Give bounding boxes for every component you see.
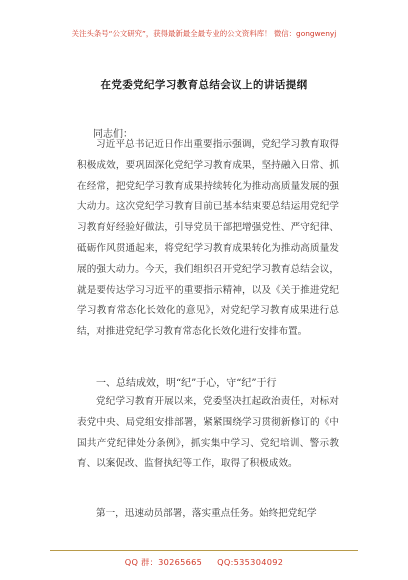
header-banner: 关注头条号“公文研究”，获得最新最全最专业的公文资料库！ 微信：gongwenyj (71, 29, 337, 38)
footer-qq: QQ:535304092 (217, 557, 284, 567)
greeting: 同志们： (93, 129, 133, 140)
body-paragraph-2: 党纪学习教育开展以来，党委坚决扛起政治责任，对标对表党中央、局党组安排部署，紧紧围绕学习贯彻新修订的《中国共产党纪律处分条例》，抓实集中学习、党纪培训、警示教育、以案促改、监督执纪等工作，取得了积极成效。 (77, 396, 339, 470)
document-title: 在党委党纪学习教育总结会议上的讲话提纲 (100, 79, 308, 91)
body-paragraph-3: 第一，迅速动员部署，落实重点任务。始终把党纪学 (96, 508, 317, 519)
footer-divider (50, 550, 358, 551)
body-paragraph-1: 习近平总书记近日作出重要指示强调，党纪学习教育取得积极成效，要巩固深化党纪学习教育成果，坚持融入日常、抓在经常，把党纪学习教育成果持续转化为推动高质量发展的强大动力。这次党纪学习教育目前已基本结束要总结运用党纪学习教育好经验好做法，引导党员干部把增强党性、严守纪律、砥砺作风贯通起来，将党纪学习教育成果转化为推动高质量发展的强大动力。今天，我们组织召开党纪学习教育总结会议，就是要传达学习习近平的重要指示精神，以及《关于推进党纪学习教育常态化长效化的意见》，对党纪学习教育成果进行总结，对推进党纪学习教育常态化长效化进行安排布置。 (77, 139, 339, 338)
section-heading-1: 一、总结成效，明“纪”于心，守“纪”于行 (96, 378, 277, 389)
footer-qq-group: QQ 群：30265665 (124, 557, 203, 567)
footer-contact (0, 557, 408, 568)
